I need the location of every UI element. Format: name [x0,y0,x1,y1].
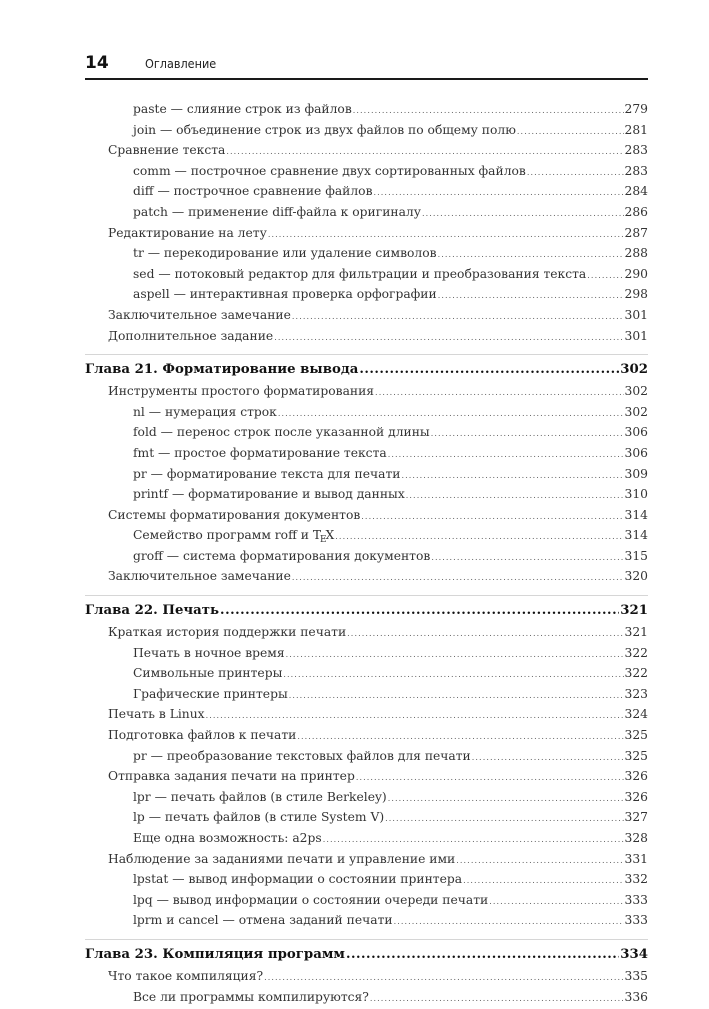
toc-entry-title: Еще одна возможность: a2ps [133,831,322,845]
leader-dots [347,624,623,645]
running-title: Оглавление [145,56,217,71]
toc-entry-title: Редактирование на лету [108,225,267,240]
toc-entry-page: 326 [624,769,648,784]
leader-dots [206,706,624,727]
toc-entry[interactable] [85,910,648,931]
toc-entry-title: Подготовка файлов к печати [108,728,297,743]
toc-entry-title: Системы форматирования документов [108,507,361,522]
chapter-title: Глава 22. Печать [85,603,220,619]
tex-subscript: E [320,535,327,546]
leader-dots [356,768,624,789]
toc-entry-page: 320 [624,569,648,584]
toc-entry[interactable] [85,402,648,423]
leader-dots [361,507,623,528]
toc-entry-title: Краткая история поддержки печати [108,625,347,640]
leader-dots [353,101,624,122]
toc-entry-title: diff — построчное сравнение файлов [133,184,373,199]
toc-entry-title: lprm и cancel — отмена заданий печати [133,913,393,928]
toc-entry[interactable] [85,725,648,746]
toc-entry-page: 335 [624,968,648,983]
toc-entry[interactable] [85,987,648,1008]
leader-dots [264,968,623,989]
leader-dots [431,548,623,569]
toc-entry[interactable] [85,966,648,987]
leader-dots [286,645,624,666]
toc-entry-title: join — объединение строк из двух файлов по общему полю [133,122,516,137]
toc-entry-title: tr — перекодирование или удаление символов [133,246,437,261]
toc-entry-title: Печать в Linux [108,707,205,722]
title-suffix: X [325,528,335,543]
toc-entry-title: Заключительное замечание [108,307,291,322]
toc-entry-page: 301 [624,328,648,343]
leader-dots [438,286,624,307]
toc-chapter-21[interactable] [85,354,648,381]
toc-chapter-22[interactable] [85,595,648,622]
toc-entry-page: 306 [624,425,648,440]
table-of-contents [85,99,648,1007]
chapter-page: 334 [620,946,648,962]
toc-entry[interactable] [85,202,648,223]
toc-entry[interactable] [85,223,648,244]
toc-entry-title: groff — система форматирования документов [133,548,431,563]
toc-entry-title: nl — нумерация строк [133,404,277,419]
toc-entry-page: 315 [624,548,648,563]
leader-dots [335,527,623,548]
leader-dots [278,404,624,425]
toc-entry-page: 290 [624,266,648,281]
toc-entry[interactable] [85,566,648,587]
leader-dots [297,727,623,748]
toc-entry-page: 286 [624,204,648,219]
toc-entry[interactable] [85,622,648,643]
toc-entry-page: 324 [624,707,648,722]
leader-dots [472,748,624,769]
leader-dots [226,142,623,163]
toc-entry[interactable] [85,828,648,849]
chapter-page: 302 [620,362,648,378]
chapter-page: 321 [620,603,648,619]
toc-entry[interactable] [85,120,648,141]
leader-dots [359,359,619,381]
toc-entry[interactable] [85,663,648,684]
toc-entry[interactable] [85,326,648,347]
toc-entry-page: 288 [624,246,648,261]
toc-entry-title: Дополнительное задание [108,328,274,343]
toc-entry[interactable] [85,787,648,808]
toc-entry[interactable] [85,643,648,664]
leader-dots [587,266,623,287]
toc-entry-title: sed — потоковый редактор для фильтрации и преобразования текста [133,266,587,281]
toc-chapter-23[interactable] [85,939,648,966]
toc-entry-title: Что такое компиляция? [108,968,264,983]
toc-entry[interactable] [85,422,648,443]
toc-entry-page: 309 [624,466,648,481]
toc-entry-title: Сравнение текста [108,143,226,158]
toc-entry-page: 326 [624,789,648,804]
toc-entry-page: 298 [624,287,648,302]
leader-dots [489,892,623,913]
page-header [85,52,648,80]
leader-dots [431,424,624,445]
toc-entry-page: 331 [624,851,648,866]
toc-entry-page: 310 [624,487,648,502]
toc-entry[interactable] [85,746,648,767]
toc-entry-page: 283 [624,143,648,158]
leader-dots [283,665,623,686]
toc-entry[interactable] [85,525,648,546]
leader-dots [463,871,623,892]
toc-entry-page: 284 [624,184,648,199]
toc-entry-page: 336 [624,989,648,1004]
leader-dots [268,225,624,246]
leader-dots [394,912,624,933]
toc-entry[interactable] [85,505,648,526]
toc-entry-title: Инструменты простого форматирования [108,384,375,399]
leader-dots [346,944,619,966]
toc-entry[interactable] [85,264,648,285]
leader-dots [438,245,624,266]
toc-entry-title: printf — форматирование и вывод данных [133,487,405,502]
toc-entry-title: paste — слияние строк из файлов [133,102,352,116]
toc-entry-title: Графические принтеры [133,686,288,701]
toc-entry-page: 328 [624,831,648,845]
toc-entry-title: lpstat — вывод информации о состоянии принтера [133,872,463,887]
toc-entry[interactable] [85,305,648,326]
toc-entry-page: 322 [624,645,648,660]
toc-entry[interactable] [85,807,648,828]
leader-dots [292,568,624,589]
leader-dots [323,830,624,851]
toc-entry[interactable] [85,484,648,505]
toc-entry-title: fmt — простое форматирование текста [133,445,387,460]
leader-dots [375,383,623,404]
toc-entry-title: Наблюдение за заданиями печати и управление ими [108,851,456,866]
toc-entry[interactable] [85,464,648,485]
toc-entry-title: comm — построчное сравнение двух сортированных файлов [133,163,526,178]
leader-dots [289,686,624,707]
toc-entry-title: Заключительное замечание [108,569,291,584]
leader-dots [370,989,624,1009]
leader-dots [517,122,624,143]
toc-entry-title: lp — печать файлов (в стиле System V) [133,810,385,825]
toc-entry-page: 325 [624,748,648,763]
title-prefix: Семейство программ roff и T [133,528,322,543]
toc-entry-title: Все ли программы компилируются? [133,989,369,1004]
toc-entry[interactable] [85,243,648,264]
leader-dots [401,466,623,487]
leader-dots [385,809,623,830]
toc-entry-page: 323 [624,686,648,701]
page-number: 14 [85,53,109,73]
toc-entry-page: 314 [624,507,648,522]
toc-entry[interactable] [85,546,648,567]
toc-entry[interactable] [85,704,648,725]
toc-entry-title: lpq — вывод информации о состоянии очереди печати [133,892,489,907]
leader-dots [406,486,624,507]
toc-entry[interactable] [85,869,648,890]
leader-dots [388,789,624,810]
toc-entry-page: 279 [624,102,648,116]
chapter-title: Глава 21. Форматирование вывода [85,362,359,378]
toc-entry-title: lpr — печать файлов (в стиле Berkeley) [133,789,387,804]
leader-dots [274,328,623,349]
toc-entry-page: 333 [624,892,648,907]
toc-entry-page: 302 [624,404,648,419]
toc-entry-title: Печать в ночное время [133,645,285,660]
toc-entry[interactable] [85,181,648,202]
toc-entry-page: 281 [624,122,648,137]
toc-entry-title: Символьные принтеры [133,666,283,681]
toc-entry[interactable] [85,161,648,182]
toc-entry[interactable] [85,284,648,305]
toc-entry[interactable] [85,99,648,120]
toc-entry[interactable] [85,766,648,787]
toc-entry-page: 301 [624,307,648,322]
toc-entry-page: 327 [624,810,648,825]
leader-dots [456,851,623,872]
toc-entry-page: 283 [624,163,648,178]
toc-entry[interactable] [85,443,648,464]
toc-entry-page: 322 [624,666,648,681]
leader-dots [220,600,619,622]
leader-dots [374,183,624,204]
toc-entry-title: fold — перенос строк после указанной длины [133,425,430,440]
toc-entry[interactable] [85,684,648,705]
toc-entry-page: 314 [624,528,648,543]
leader-dots [527,163,624,184]
toc-entry-title: pr — форматирование текста для печати [133,466,401,481]
toc-entry-page: 287 [624,225,648,240]
toc-entry-page: 302 [624,384,648,399]
toc-entry[interactable] [85,140,648,161]
toc-entry-title: patch — применение diff-файла к оригиналу [133,204,421,219]
toc-entry-page: 325 [624,728,648,743]
toc-entry-title: pr — преобразование текстовых файлов для печати [133,748,471,763]
toc-entry-page: 321 [624,625,648,640]
leader-dots [292,307,624,328]
leader-dots [422,204,624,225]
toc-entry-title: aspell — интерактивная проверка орфографии [133,287,437,302]
toc-entry[interactable] [85,381,648,402]
chapter-title: Глава 23. Компиляция программ [85,946,345,962]
toc-entry-page: 306 [624,445,648,460]
toc-entry-title: Отправка задания печати на принтер [108,769,355,784]
leader-dots [388,445,624,466]
toc-entry-page: 333 [624,913,648,928]
toc-entry[interactable] [85,849,648,870]
toc-entry[interactable] [85,890,648,911]
toc-entry-page: 332 [624,872,648,887]
